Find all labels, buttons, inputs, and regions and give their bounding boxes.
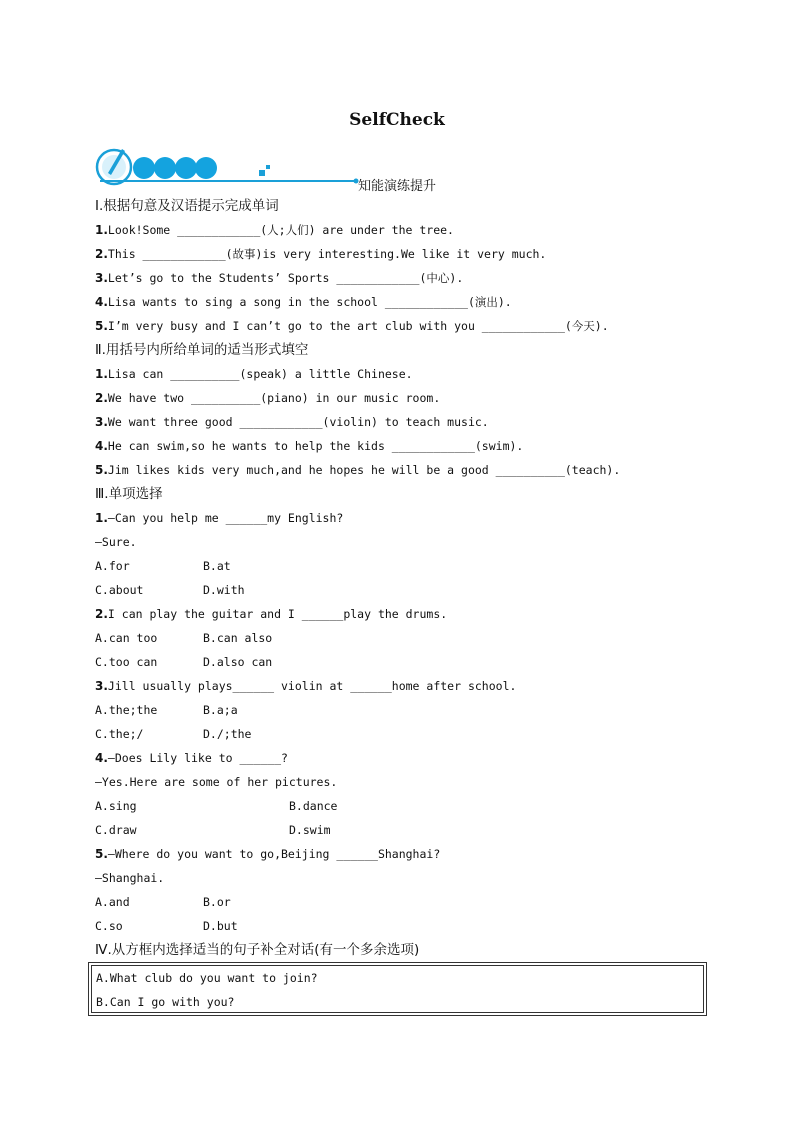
option: A.the;the bbox=[95, 703, 158, 717]
reply-line: —Sure. bbox=[95, 535, 137, 549]
options-row bbox=[95, 650, 715, 674]
question-line bbox=[95, 386, 715, 410]
question-line bbox=[95, 602, 715, 626]
question-number: 5. bbox=[95, 847, 108, 861]
option: A.and bbox=[95, 895, 130, 909]
option: C.the;/ bbox=[95, 727, 144, 741]
question-text: Look!Some ____________(人;人们) are under the tree. bbox=[107, 223, 454, 237]
options-row bbox=[95, 818, 715, 842]
question-number: 2. bbox=[95, 391, 108, 405]
option: C.too can bbox=[95, 655, 158, 669]
options-box bbox=[88, 962, 707, 1016]
options-row bbox=[95, 914, 715, 938]
question-number: 2. bbox=[95, 247, 108, 261]
question-text: I’m very busy and I can’t go to the art club with you ____________(今天). bbox=[107, 319, 609, 333]
section-heading: Ⅱ.用括号内所给单词的适当形式填空 bbox=[95, 342, 309, 358]
option: B.at bbox=[203, 559, 231, 573]
box-option: A.What club do you want to join? bbox=[96, 971, 318, 985]
question-text: Jill usually plays______ violin at ______home after school. bbox=[107, 679, 517, 693]
options-row bbox=[95, 626, 715, 650]
question-text: We have two __________(piano) in our music room. bbox=[107, 391, 441, 405]
question-number: 4. bbox=[95, 295, 108, 309]
question-text: —Where do you want to go,Beijing ______Shanghai? bbox=[107, 847, 441, 861]
question-line bbox=[95, 266, 715, 290]
question-number: 4. bbox=[95, 439, 108, 453]
option: A.can too bbox=[95, 631, 158, 645]
question-line bbox=[95, 458, 715, 482]
question-line bbox=[95, 434, 715, 458]
option: C.about bbox=[95, 583, 144, 597]
question-number: 3. bbox=[95, 271, 108, 285]
question-text: He can swim,so he wants to help the kids ____________(swim). bbox=[107, 439, 524, 453]
question-number: 3. bbox=[95, 415, 108, 429]
question-text: We want three good ____________(violin) to teach music. bbox=[107, 415, 489, 429]
option: D.but bbox=[203, 919, 238, 933]
reply-line: —Shanghai. bbox=[95, 871, 165, 885]
options-row bbox=[95, 554, 715, 578]
question-line bbox=[95, 674, 715, 698]
question-text: This ____________(故事)is very interesting.We like it very much. bbox=[107, 247, 547, 261]
exercise-content bbox=[95, 194, 715, 962]
question-line bbox=[95, 218, 715, 242]
option: A.sing bbox=[95, 799, 137, 813]
page-title: SelfCheck bbox=[349, 110, 445, 130]
section-heading: Ⅳ.从方框内选择适当的句子补全对话(有一个多余选项) bbox=[95, 942, 420, 958]
section-heading: Ⅲ.单项选择 bbox=[95, 486, 163, 502]
question-number: 5. bbox=[95, 463, 108, 477]
question-line bbox=[95, 410, 715, 434]
section-heading: Ⅰ.根据句意及汉语提示完成单词 bbox=[95, 198, 279, 214]
option: A.for bbox=[95, 559, 130, 573]
reply-line: —Yes.Here are some of her pictures. bbox=[95, 775, 338, 789]
question-number: 4. bbox=[95, 751, 108, 765]
question-text: Let’s go to the Students’ Sports ____________(中心). bbox=[107, 271, 464, 285]
option: B.dance bbox=[289, 799, 338, 813]
question-text: —Can you help me ______my English? bbox=[107, 511, 344, 525]
question-line bbox=[95, 242, 715, 266]
question-number: 3. bbox=[95, 679, 108, 693]
option: D.with bbox=[203, 583, 245, 597]
banner-text: 知能演练提升 bbox=[358, 179, 437, 194]
option: C.so bbox=[95, 919, 123, 933]
question-line bbox=[95, 290, 715, 314]
option: B.or bbox=[203, 895, 231, 909]
question-text: Lisa wants to sing a song in the school ____________(演出). bbox=[107, 295, 512, 309]
question-text: Jim likes kids very much,and he hopes he will be a good __________(teach). bbox=[107, 463, 621, 477]
question-number: 2. bbox=[95, 607, 108, 621]
question-text: I can play the guitar and I ______play the drums. bbox=[107, 607, 448, 621]
option: D.swim bbox=[289, 823, 331, 837]
option: B.a;a bbox=[203, 703, 238, 717]
question-line bbox=[95, 506, 715, 530]
option: D./;the bbox=[203, 727, 252, 741]
question-number: 1. bbox=[95, 223, 108, 237]
question-line bbox=[95, 314, 715, 338]
question-number: 1. bbox=[95, 511, 108, 525]
box-option: B.Can I go with you? bbox=[96, 995, 235, 1009]
question-line bbox=[95, 842, 715, 866]
option: C.draw bbox=[95, 823, 137, 837]
question-number: 1. bbox=[95, 367, 108, 381]
options-row bbox=[95, 890, 715, 914]
question-number: 5. bbox=[95, 319, 108, 333]
options-row bbox=[95, 698, 715, 722]
options-row bbox=[95, 722, 715, 746]
options-row bbox=[95, 794, 715, 818]
option: B.can also bbox=[203, 631, 273, 645]
question-line bbox=[95, 746, 715, 770]
question-text: Lisa can __________(speak) a little Chinese. bbox=[107, 367, 413, 381]
question-text: —Does Lily like to ______? bbox=[107, 751, 288, 765]
option: D.also can bbox=[203, 655, 273, 669]
options-row bbox=[95, 578, 715, 602]
question-line bbox=[95, 362, 715, 386]
